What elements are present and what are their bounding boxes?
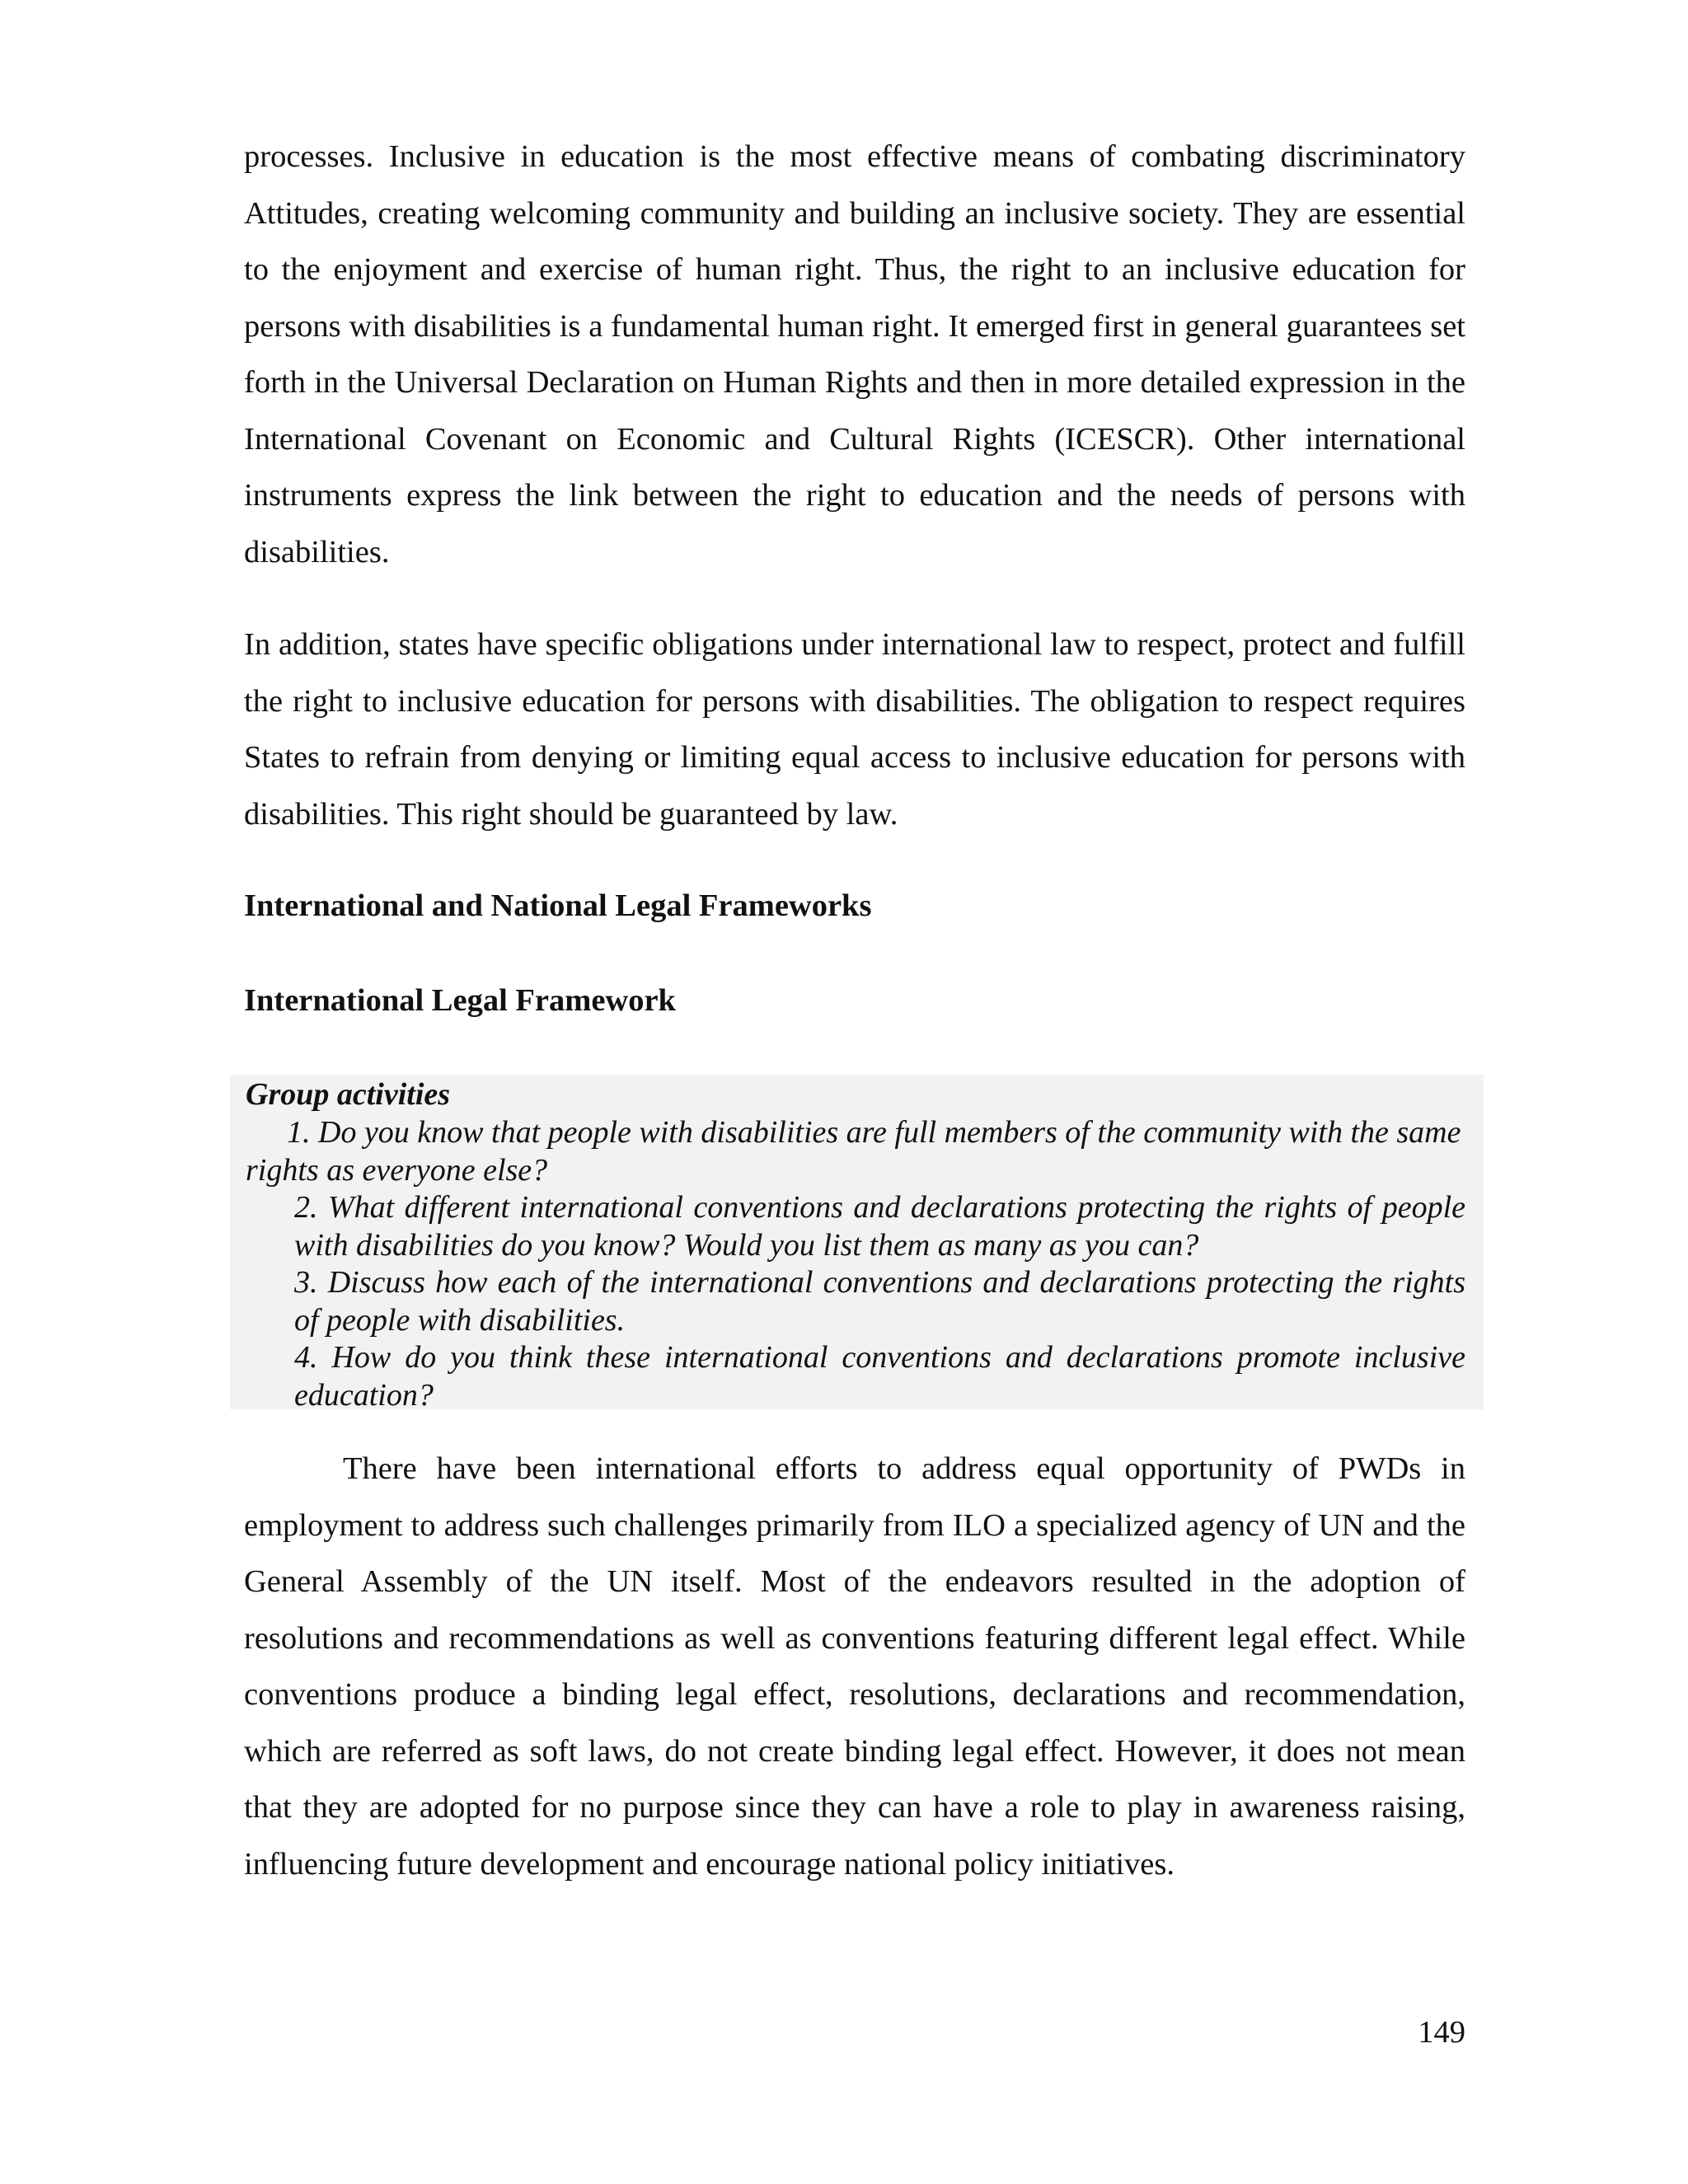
body-paragraph: processes. Inclusive in education is the most effective means of combating discriminatory Attitudes, creating welcoming community and building an inclusive society. They are essential to the enjoyment and exercise of human right. Thus, the right to an inclusive education for persons with disabilities is a fundamental human right. It emerged first in general guarantees set forth in the Universal Declaration on Human Rights and then in more detailed expression in the International Covenant on Economic and Cultural Rights (ICESCR). Other international instruments express the link between the right to education and the needs of persons with disabilities. bbox=[244, 139, 1465, 569]
activity-question: 3. Discuss how each of the international conventions and declarations protecting the rights of people with disabilities. bbox=[294, 1265, 1465, 1338]
activity-question: 2. What different international conventions and declarations protecting the rights of people with disabilities do you know? Would you list them as many as you can? bbox=[294, 1190, 1465, 1263]
subsection-heading: International Legal Framework bbox=[244, 983, 676, 1018]
page-number: 149 bbox=[1418, 2015, 1465, 2050]
section-heading: International and National Legal Frameworks bbox=[244, 888, 872, 923]
body-paragraph: There have been international efforts to address equal opportunity of PWDs in employment to address such challenges primarily from ILO a specialized agency of UN and the General Assembly of the UN itself. Most of the endeavors resulted in the adoption of resolutions and recommendations as well as conventions featuring different legal effect. While conventions produce a binding legal effect, resolutions, declarations and recommendation, which are referred as soft laws, do not create binding legal effect. However, it does not mean that they are adopted for no purpose since they can have a role to play in awareness raising, influencing future development and encourage national policy initiatives. bbox=[244, 1451, 1465, 1882]
body-paragraph: In addition, states have specific obligations under international law to respect, protect and fulfill the right to inclusive education for persons with disabilities. The obligation to respect requires States to refrain from denying or limiting equal access to inclusive education for persons with disabilities. This right should be guaranteed by law. bbox=[244, 627, 1465, 832]
group-activities-title: Group activities bbox=[246, 1077, 451, 1112]
activity-question: 1. Do you know that people with disabilities are full members of the community with the same rights as everyone else? bbox=[246, 1115, 1461, 1188]
group-activities-box bbox=[230, 1075, 1484, 1413]
activity-question: 4. How do you think these international conventions and declarations promote inclusive education? bbox=[294, 1340, 1465, 1413]
